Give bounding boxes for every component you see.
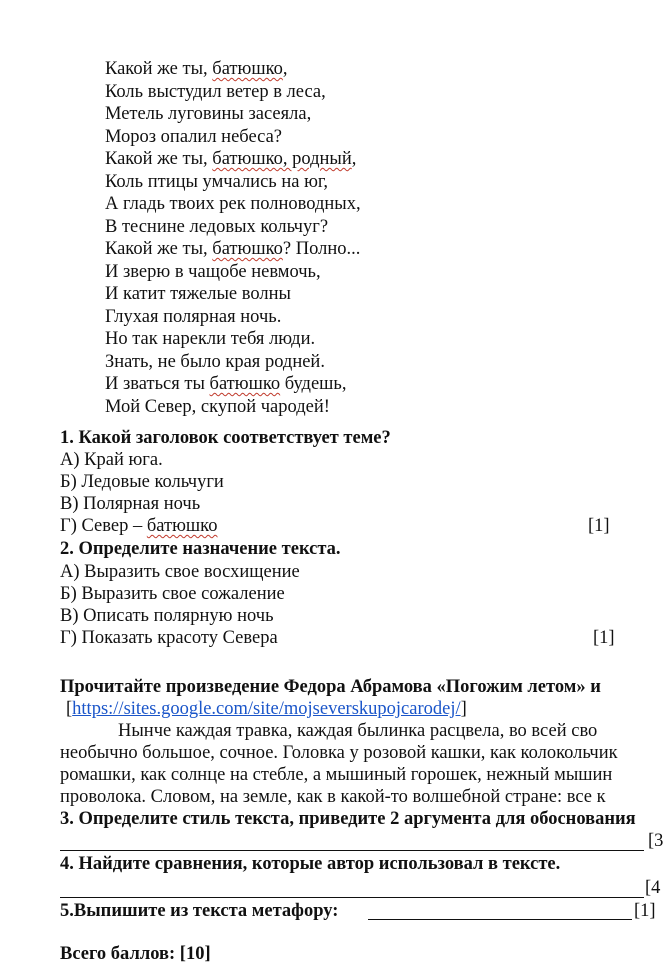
- poem-line-text: Мороз опалил небеса?: [105, 126, 282, 147]
- poem-line: [105, 238, 361, 261]
- poem-line-text: Коль выстудил ветер в леса,: [105, 81, 326, 102]
- reading-paragraph-line-2: необычно большое, сочное. Головка у розовой кашки, как колокольчик: [60, 743, 618, 763]
- total-score: Всего баллов: [10]: [60, 944, 211, 964]
- poem-line: [105, 148, 361, 171]
- question-1-score: [1]: [588, 516, 610, 536]
- poem-line-text: Коль птицы умчались на юг,: [105, 171, 329, 192]
- reading-paragraph-line-1: Нынче каждая травка, каждая былинка расцвела, во всей сво: [118, 721, 598, 741]
- poem-line: [105, 126, 361, 149]
- question-2-option-b: Б) Выразить свое сожаление: [60, 584, 285, 604]
- question-1-option-c: В) Полярная ночь: [60, 494, 201, 514]
- question-5-title: 5.Выпишите из текста метафору:: [60, 901, 339, 921]
- poem-line-text: Какой же ты,: [105, 149, 213, 169]
- poem-line-text: Какой же ты,: [105, 59, 213, 79]
- question-5-answer-line[interactable]: [368, 919, 632, 920]
- poem-line-marked-word: батюшко: [209, 374, 281, 394]
- poem-line-tail: ,: [282, 59, 288, 79]
- poem-line-tail: будешь,: [280, 374, 347, 394]
- link-close-bracket: ]: [460, 699, 467, 719]
- poem-line: [105, 373, 361, 396]
- poem-line: [105, 58, 361, 81]
- poem-line-marked-word: батюшко: [212, 239, 283, 259]
- question-2-title: 2. Определите назначение текста.: [60, 539, 341, 559]
- question-4-answer-line[interactable]: [60, 897, 644, 898]
- poem: [105, 58, 361, 418]
- question-3-score: [3: [648, 831, 663, 851]
- reading-instruction: Прочитайте произведение Федора Абрамова «Погожим летом» и: [60, 677, 601, 697]
- poem-line-text: Но так нарекли тебя люди.: [105, 329, 316, 349]
- question-1-option-d-word: батюшко: [146, 516, 218, 536]
- poem-line-tail: ? Полно...: [282, 239, 361, 259]
- poem-line: [105, 283, 361, 306]
- question-4-score: [4: [645, 878, 661, 898]
- poem-line-text: Какой же ты,: [105, 239, 213, 259]
- poem-line: [105, 306, 361, 329]
- question-1-option-a: А) Край юга.: [60, 450, 163, 470]
- poem-line-text: Глухая полярная ночь.: [105, 306, 282, 327]
- question-2-score: [1]: [593, 628, 615, 648]
- poem-line: [105, 193, 361, 216]
- question-3-title: 3. Определите стиль текста, приведите 2 аргумента для обоснования: [60, 809, 636, 829]
- poem-line-text: Знать, не было края родней.: [105, 351, 325, 372]
- question-1-option-d: [60, 515, 217, 537]
- poem-line-marked-word: батюшко, родный: [212, 149, 352, 169]
- poem-line-text: Мой Север, скупой чародей!: [105, 396, 330, 417]
- poem-line-text: А гладь твоих рек полноводных,: [105, 194, 361, 214]
- question-3-answer-line[interactable]: [60, 850, 644, 851]
- reading-paragraph-line-4: проволока. Словом, на земле, как в какой-то волшебной стране: все к: [60, 787, 606, 807]
- question-1-title: 1. Какой заголовок соответствует теме?: [60, 428, 391, 448]
- poem-line-marked-word: батюшко: [212, 59, 283, 79]
- reading-paragraph-line-3: ромашки, как солнце на стебле, а мышиный горошек, нежный мышин: [60, 765, 613, 785]
- poem-line-text: В теснине ледовых кольчуг?: [105, 216, 329, 237]
- poem-line: [105, 328, 361, 351]
- source-link[interactable]: https://sites.google.com/site/mojseverskupojcarodej/: [72, 699, 461, 719]
- question-2-option-c: В) Описать полярную ночь: [60, 606, 274, 626]
- poem-line-text: И зверю в чащобе невмочь,: [105, 261, 321, 282]
- poem-line: [105, 103, 361, 126]
- question-5-score: [1]: [634, 901, 656, 921]
- question-2-option-d: Г) Показать красоту Севера: [60, 628, 278, 648]
- poem-line-text: Метель луговины засеяла,: [105, 104, 312, 124]
- question-4-title: 4. Найдите сравнения, которые автор использовал в тексте.: [60, 854, 561, 874]
- reading-source: [66, 698, 467, 720]
- question-1-option-b: Б) Ледовые кольчуги: [60, 472, 224, 492]
- poem-line: [105, 396, 361, 419]
- poem-line: [105, 216, 361, 239]
- poem-line-text: И катит тяжелые волны: [105, 284, 291, 304]
- poem-line: [105, 171, 361, 194]
- poem-line-tail: ,: [351, 149, 357, 169]
- poem-line-text: И зваться ты: [105, 374, 210, 394]
- poem-line: [105, 351, 361, 374]
- question-2-option-a: А) Выразить свое восхищение: [60, 562, 300, 582]
- poem-line: [105, 261, 361, 284]
- poem-line: [105, 81, 361, 104]
- question-1-option-d-prefix: Г) Север –: [60, 516, 147, 536]
- link-open-bracket: [: [66, 699, 73, 719]
